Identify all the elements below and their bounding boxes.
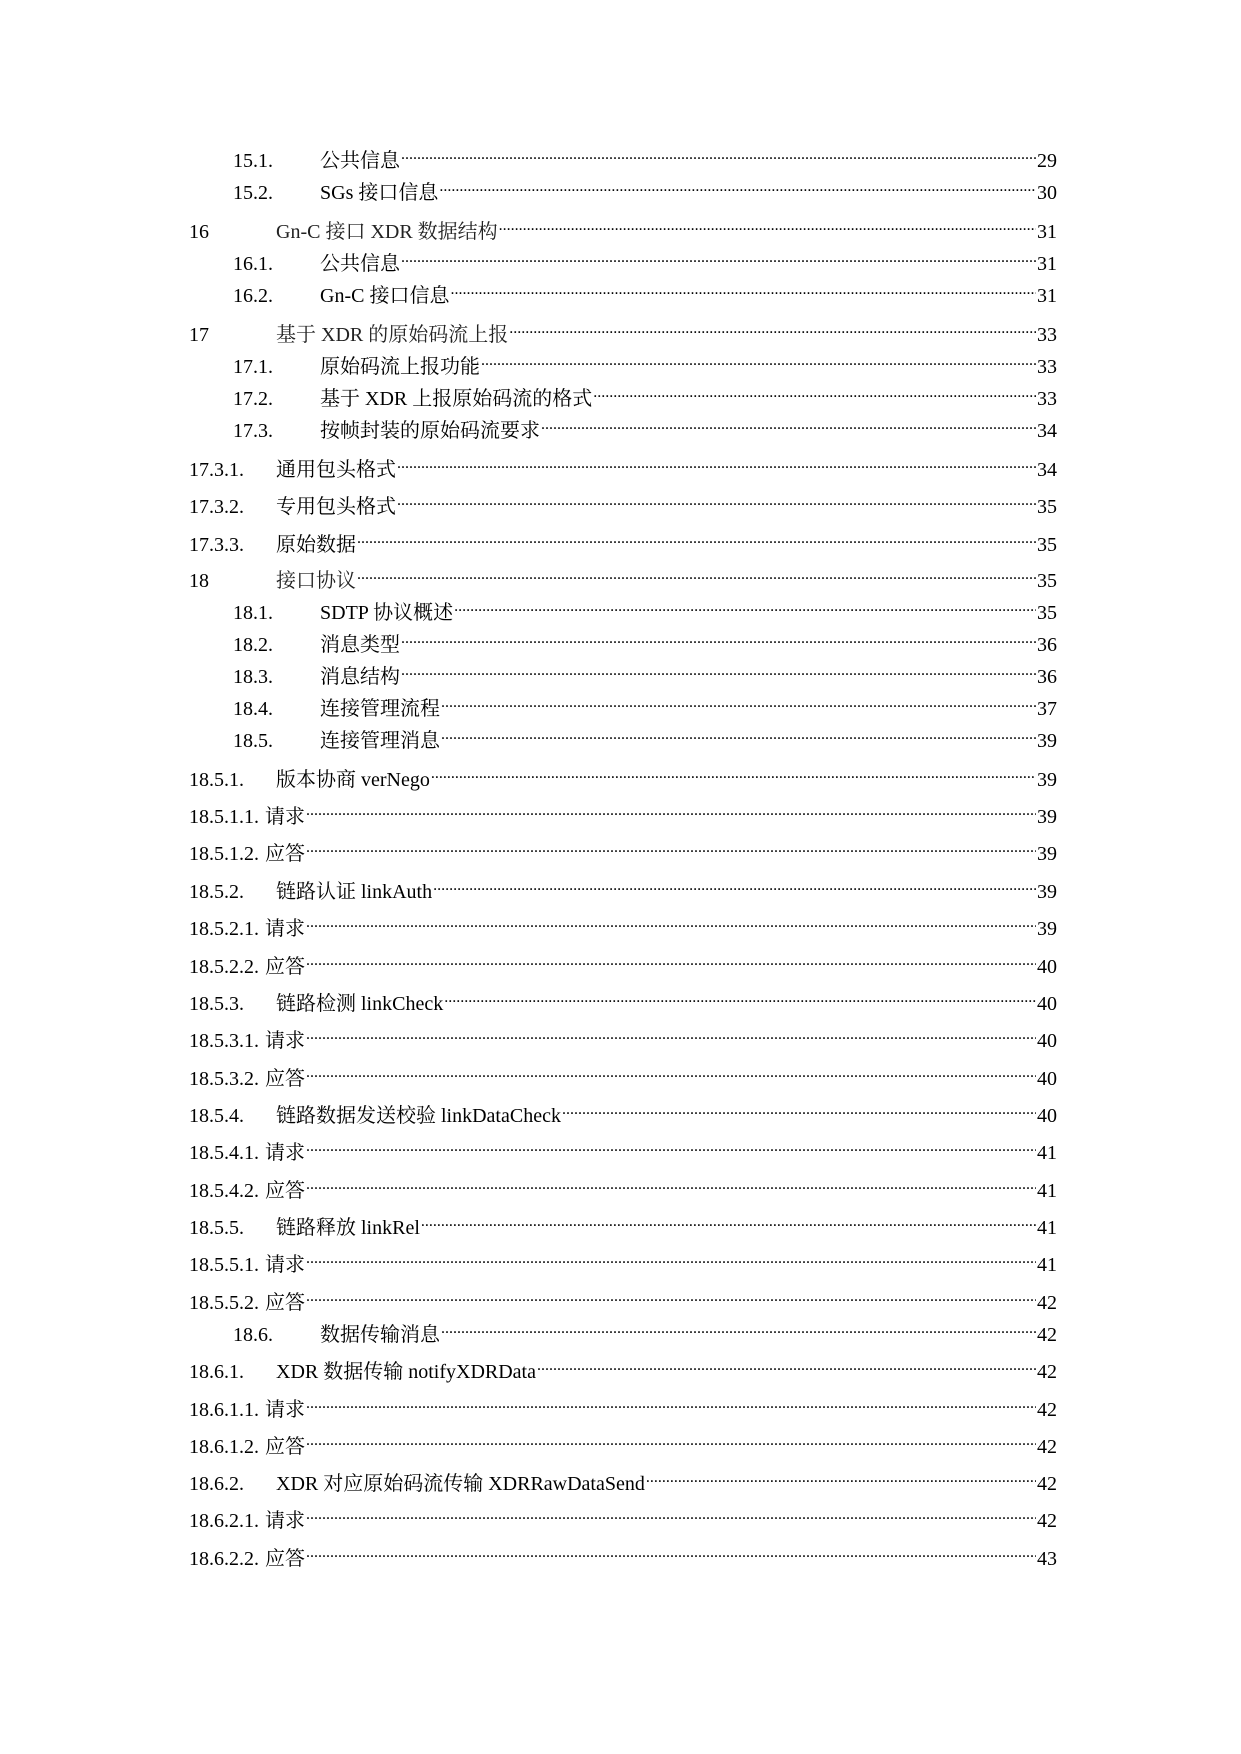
toc-entry-page-number: 31 — [1037, 221, 1057, 243]
toc-dot-leader — [509, 311, 1036, 341]
toc-entry[interactable] — [189, 1241, 1057, 1276]
toc-dot-leader — [441, 685, 1036, 715]
toc-entry-number: 18.5.4.1. — [189, 1142, 259, 1164]
toc-dot-leader — [431, 756, 1036, 786]
toc-entry-page-number: 37 — [1037, 698, 1057, 720]
toc-entry-page-number: 35 — [1037, 496, 1057, 518]
toc-entry-number: 17.3.2. — [189, 496, 244, 518]
toc-entry-title: 链路检测 linkCheck — [276, 993, 444, 1015]
toc-entry-title: 请求 — [265, 1142, 305, 1164]
toc-entry-title: 原始码流上报功能 — [320, 356, 480, 378]
toc-entry-page-number: 39 — [1037, 918, 1057, 940]
toc-dot-leader — [357, 557, 1036, 587]
toc-entry[interactable] — [189, 980, 1057, 1015]
toc-entry-title: Gn-C 接口信息 — [320, 285, 450, 307]
toc-entry-title: 公共信息 — [320, 253, 400, 275]
toc-entry-number: 15.2. — [233, 182, 273, 204]
toc-entry-page-number: 40 — [1037, 1068, 1057, 1090]
toc-entry-number: 16.1. — [233, 253, 273, 275]
toc-entry-page-number: 39 — [1037, 843, 1057, 865]
toc-dot-leader — [454, 589, 1036, 619]
toc-entry-page-number: 39 — [1037, 730, 1057, 752]
toc-entry-number: 17.1. — [233, 356, 273, 378]
toc-entry-number: 18.5.2. — [189, 881, 244, 903]
toc-entry[interactable] — [189, 311, 1057, 346]
toc-entry[interactable] — [233, 1311, 1057, 1346]
toc-entry-page-number: 40 — [1037, 1105, 1057, 1127]
toc-entry-title: 请求 — [265, 1254, 305, 1276]
toc-entry-number: 17.3. — [233, 420, 273, 442]
toc-dot-leader — [306, 1167, 1036, 1197]
toc-entry-number: 18.6.1.1. — [189, 1399, 259, 1421]
toc-entry-number: 18.2. — [233, 634, 273, 656]
toc-entry-title: 接口协议 — [276, 570, 356, 592]
toc-dot-leader — [439, 169, 1036, 199]
toc-entry-page-number: 42 — [1037, 1361, 1057, 1383]
toc-entry-number: 18.1. — [233, 602, 273, 624]
toc-entry[interactable] — [189, 1535, 1057, 1570]
toc-entry-page-number: 35 — [1037, 534, 1057, 556]
toc-entry[interactable] — [189, 1092, 1057, 1127]
toc-entry-title: 连接管理流程 — [320, 698, 440, 720]
toc-dot-leader — [306, 1279, 1036, 1309]
toc-entry-title: 消息结构 — [320, 666, 400, 688]
toc-entry-page-number: 42 — [1037, 1292, 1057, 1314]
toc-entry-title: 公共信息 — [320, 150, 400, 172]
toc-entry-title: 基于 XDR 上报原始码流的格式 — [320, 388, 593, 410]
toc-entry[interactable] — [233, 240, 1057, 275]
toc-entry-page-number: 40 — [1037, 956, 1057, 978]
toc-dot-leader — [401, 137, 1036, 167]
toc-entry-number: 18.6.1. — [189, 1361, 244, 1383]
toc-entry-title: 消息类型 — [320, 634, 400, 656]
toc-dot-leader — [441, 1311, 1036, 1341]
toc-entry-number: 18.5.3.1. — [189, 1030, 259, 1052]
toc-dot-leader — [401, 653, 1036, 683]
toc-entry[interactable] — [189, 1017, 1057, 1052]
toc-entry-title: 链路释放 linkRel — [276, 1217, 420, 1239]
toc-entry-title: 应答 — [265, 1436, 305, 1458]
toc-entry-number: 18.5.5. — [189, 1217, 244, 1239]
toc-entry-title: 基于 XDR 的原始码流上报 — [276, 324, 509, 346]
toc-entry-page-number: 31 — [1037, 253, 1057, 275]
toc-entry-page-number: 34 — [1037, 420, 1057, 442]
toc-entry[interactable] — [233, 407, 1057, 442]
toc-entry[interactable] — [233, 589, 1057, 624]
toc-entry-title: 链路认证 linkAuth — [276, 881, 433, 903]
toc-entry-title: 通用包头格式 — [276, 459, 396, 481]
toc-entry[interactable] — [233, 169, 1057, 204]
toc-entry-page-number: 42 — [1037, 1436, 1057, 1458]
toc-entry-number: 18.5.2.1. — [189, 918, 259, 940]
toc-entry-page-number: 39 — [1037, 769, 1057, 791]
toc-dot-leader — [306, 1423, 1036, 1453]
toc-entry[interactable] — [189, 1055, 1057, 1090]
toc-entry-title: 原始数据 — [276, 534, 356, 556]
toc-dot-leader — [444, 980, 1036, 1010]
toc-entry-number: 18.4. — [233, 698, 273, 720]
toc-dot-leader — [421, 1204, 1036, 1234]
toc-entry-number: 18 — [189, 570, 209, 592]
toc-entry-number: 18.5.5.2. — [189, 1292, 259, 1314]
toc-entry-page-number: 36 — [1037, 634, 1057, 656]
toc-entry-page-number: 41 — [1037, 1217, 1057, 1239]
toc-entry-page-number: 36 — [1037, 666, 1057, 688]
toc-entry[interactable] — [189, 756, 1057, 791]
toc-entry-page-number: 39 — [1037, 881, 1057, 903]
toc-entry-title: 应答 — [265, 956, 305, 978]
toc-entry-number: 17.3.3. — [189, 534, 244, 556]
toc-dot-leader — [306, 905, 1036, 935]
toc-entry-number: 18.6.1.2. — [189, 1436, 259, 1458]
toc-entry-page-number: 42 — [1037, 1510, 1057, 1532]
toc-entry-title: 版本协商 verNego — [276, 769, 430, 791]
toc-entry-title: 请求 — [265, 918, 305, 940]
toc-entry-page-number: 42 — [1037, 1399, 1057, 1421]
toc-dot-leader — [441, 717, 1036, 747]
toc-entry-page-number: 41 — [1037, 1180, 1057, 1202]
toc-entry[interactable] — [189, 1167, 1057, 1202]
toc-entry-page-number: 41 — [1037, 1254, 1057, 1276]
toc-dot-leader — [397, 446, 1036, 476]
toc-dot-leader — [306, 1386, 1036, 1416]
toc-entry[interactable] — [189, 868, 1057, 903]
toc-entry-number: 16 — [189, 221, 209, 243]
toc-entry[interactable] — [233, 375, 1057, 410]
toc-entry[interactable] — [233, 343, 1057, 378]
toc-entry-title: 请求 — [265, 806, 305, 828]
toc-entry-page-number: 39 — [1037, 806, 1057, 828]
toc-entry-title: 应答 — [265, 1548, 305, 1570]
toc-entry-number: 18.5.3.2. — [189, 1068, 259, 1090]
toc-entry-title: 连接管理消息 — [320, 730, 440, 752]
toc-entry-title: XDR 对应原始码流传输 XDRRawDataSend — [276, 1473, 645, 1495]
toc-entry-number: 15.1. — [233, 150, 273, 172]
toc-entry-number: 18.5.4.2. — [189, 1180, 259, 1202]
toc-entry-title: 请求 — [265, 1030, 305, 1052]
toc-dot-leader — [306, 793, 1036, 823]
toc-dot-leader — [562, 1092, 1036, 1122]
toc-entry-number: 18.6.2.1. — [189, 1510, 259, 1532]
toc-entry-title: Gn-C 接口 XDR 数据结构 — [276, 221, 498, 243]
toc-entry[interactable] — [189, 1279, 1057, 1314]
toc-entry[interactable] — [189, 1348, 1057, 1383]
toc-entry-number: 18.5.4. — [189, 1105, 244, 1127]
toc-entry-title: 请求 — [265, 1510, 305, 1532]
toc-dot-leader — [450, 272, 1036, 302]
toc-entry[interactable] — [189, 1460, 1057, 1495]
toc-entry[interactable] — [189, 557, 1057, 592]
toc-entry-title: 请求 — [265, 1399, 305, 1421]
toc-entry-number: 18.5.5.1. — [189, 1254, 259, 1276]
toc-dot-leader — [537, 1348, 1036, 1378]
toc-entry[interactable] — [189, 208, 1057, 243]
toc-entry-page-number: 33 — [1037, 356, 1057, 378]
toc-entry-number: 18.3. — [233, 666, 273, 688]
toc-entry[interactable] — [233, 685, 1057, 720]
toc-entry-title: SGs 接口信息 — [320, 182, 439, 204]
toc-dot-leader — [541, 407, 1036, 437]
toc-dot-leader — [306, 1241, 1036, 1271]
toc-entry[interactable] — [233, 717, 1057, 752]
toc-entry-number: 17 — [189, 324, 209, 346]
toc-entry[interactable] — [233, 272, 1057, 307]
toc-entry-page-number: 42 — [1037, 1473, 1057, 1495]
toc-dot-leader — [499, 208, 1036, 238]
toc-entry-title: SDTP 协议概述 — [320, 602, 454, 624]
toc-entry-number: 18.6. — [233, 1324, 273, 1346]
toc-entry-page-number: 43 — [1037, 1548, 1057, 1570]
toc-entry-number: 17.3.1. — [189, 459, 244, 481]
toc-entry-page-number: 31 — [1037, 285, 1057, 307]
toc-entry-number: 18.5.2.2. — [189, 956, 259, 978]
toc-entry[interactable] — [189, 521, 1057, 556]
toc-dot-leader — [646, 1460, 1036, 1490]
toc-entry-number: 18.6.2. — [189, 1473, 244, 1495]
toc-dot-leader — [306, 1497, 1036, 1527]
toc-dot-leader — [401, 240, 1036, 270]
toc-entry[interactable] — [189, 1423, 1057, 1458]
toc-entry-number: 18.6.2.2. — [189, 1548, 259, 1570]
toc-dot-leader — [306, 830, 1036, 860]
toc-entry[interactable] — [189, 1497, 1057, 1532]
toc-entry-page-number: 40 — [1037, 993, 1057, 1015]
toc-entry-number: 18.5.1.1. — [189, 806, 259, 828]
toc-entry[interactable] — [189, 1386, 1057, 1421]
toc-dot-leader — [433, 868, 1036, 898]
toc-entry-number: 18.5.1. — [189, 769, 244, 791]
toc-dot-leader — [397, 483, 1036, 513]
toc-entry[interactable] — [233, 621, 1057, 656]
toc-entry[interactable] — [189, 483, 1057, 518]
toc-entry-number: 18.5.3. — [189, 993, 244, 1015]
toc-entry-page-number: 41 — [1037, 1142, 1057, 1164]
toc-entry-page-number: 35 — [1037, 570, 1057, 592]
toc-entry[interactable] — [189, 446, 1057, 481]
toc-entry-title: 按帧封装的原始码流要求 — [320, 420, 540, 442]
toc-entry-title: 专用包头格式 — [276, 496, 396, 518]
toc-entry[interactable] — [189, 793, 1057, 828]
toc-entry-page-number: 34 — [1037, 459, 1057, 481]
toc-entry[interactable] — [233, 137, 1057, 172]
toc-dot-leader — [306, 1055, 1036, 1085]
toc-entry[interactable] — [189, 943, 1057, 978]
toc-dot-leader — [357, 521, 1036, 551]
toc-entry-title: 数据传输消息 — [320, 1324, 440, 1346]
toc-dot-leader — [401, 621, 1036, 651]
toc-entry-title: 链路数据发送校验 linkDataCheck — [276, 1105, 561, 1127]
toc-entry[interactable] — [189, 1129, 1057, 1164]
toc-entry-number: 16.2. — [233, 285, 273, 307]
toc-entry[interactable] — [189, 905, 1057, 940]
toc-entry-number: 17.2. — [233, 388, 273, 410]
toc-entry-page-number: 30 — [1037, 182, 1057, 204]
toc-entry-page-number: 40 — [1037, 1030, 1057, 1052]
toc-entry[interactable] — [189, 830, 1057, 865]
toc-dot-leader — [306, 1535, 1036, 1565]
toc-entry-page-number: 33 — [1037, 388, 1057, 410]
toc-dot-leader — [306, 1129, 1036, 1159]
toc-entry-title: XDR 数据传输 notifyXDRData — [276, 1361, 536, 1383]
toc-dot-leader — [481, 343, 1036, 373]
toc-entry[interactable] — [189, 1204, 1057, 1239]
toc-entry-number: 18.5. — [233, 730, 273, 752]
toc-entry-number: 18.5.1.2. — [189, 843, 259, 865]
toc-entry-page-number: 42 — [1037, 1324, 1057, 1346]
toc-dot-leader — [306, 1017, 1036, 1047]
toc-entry-page-number: 35 — [1037, 602, 1057, 624]
toc-entry-title: 应答 — [265, 1292, 305, 1314]
toc-dot-leader — [306, 943, 1036, 973]
toc-entry[interactable] — [233, 653, 1057, 688]
toc-dot-leader — [593, 375, 1036, 405]
toc-entry-page-number: 33 — [1037, 324, 1057, 346]
toc-entry-title: 应答 — [265, 1180, 305, 1202]
toc-entry-title: 应答 — [265, 1068, 305, 1090]
toc-entry-title: 应答 — [265, 843, 305, 865]
toc-entry-page-number: 29 — [1037, 150, 1057, 172]
